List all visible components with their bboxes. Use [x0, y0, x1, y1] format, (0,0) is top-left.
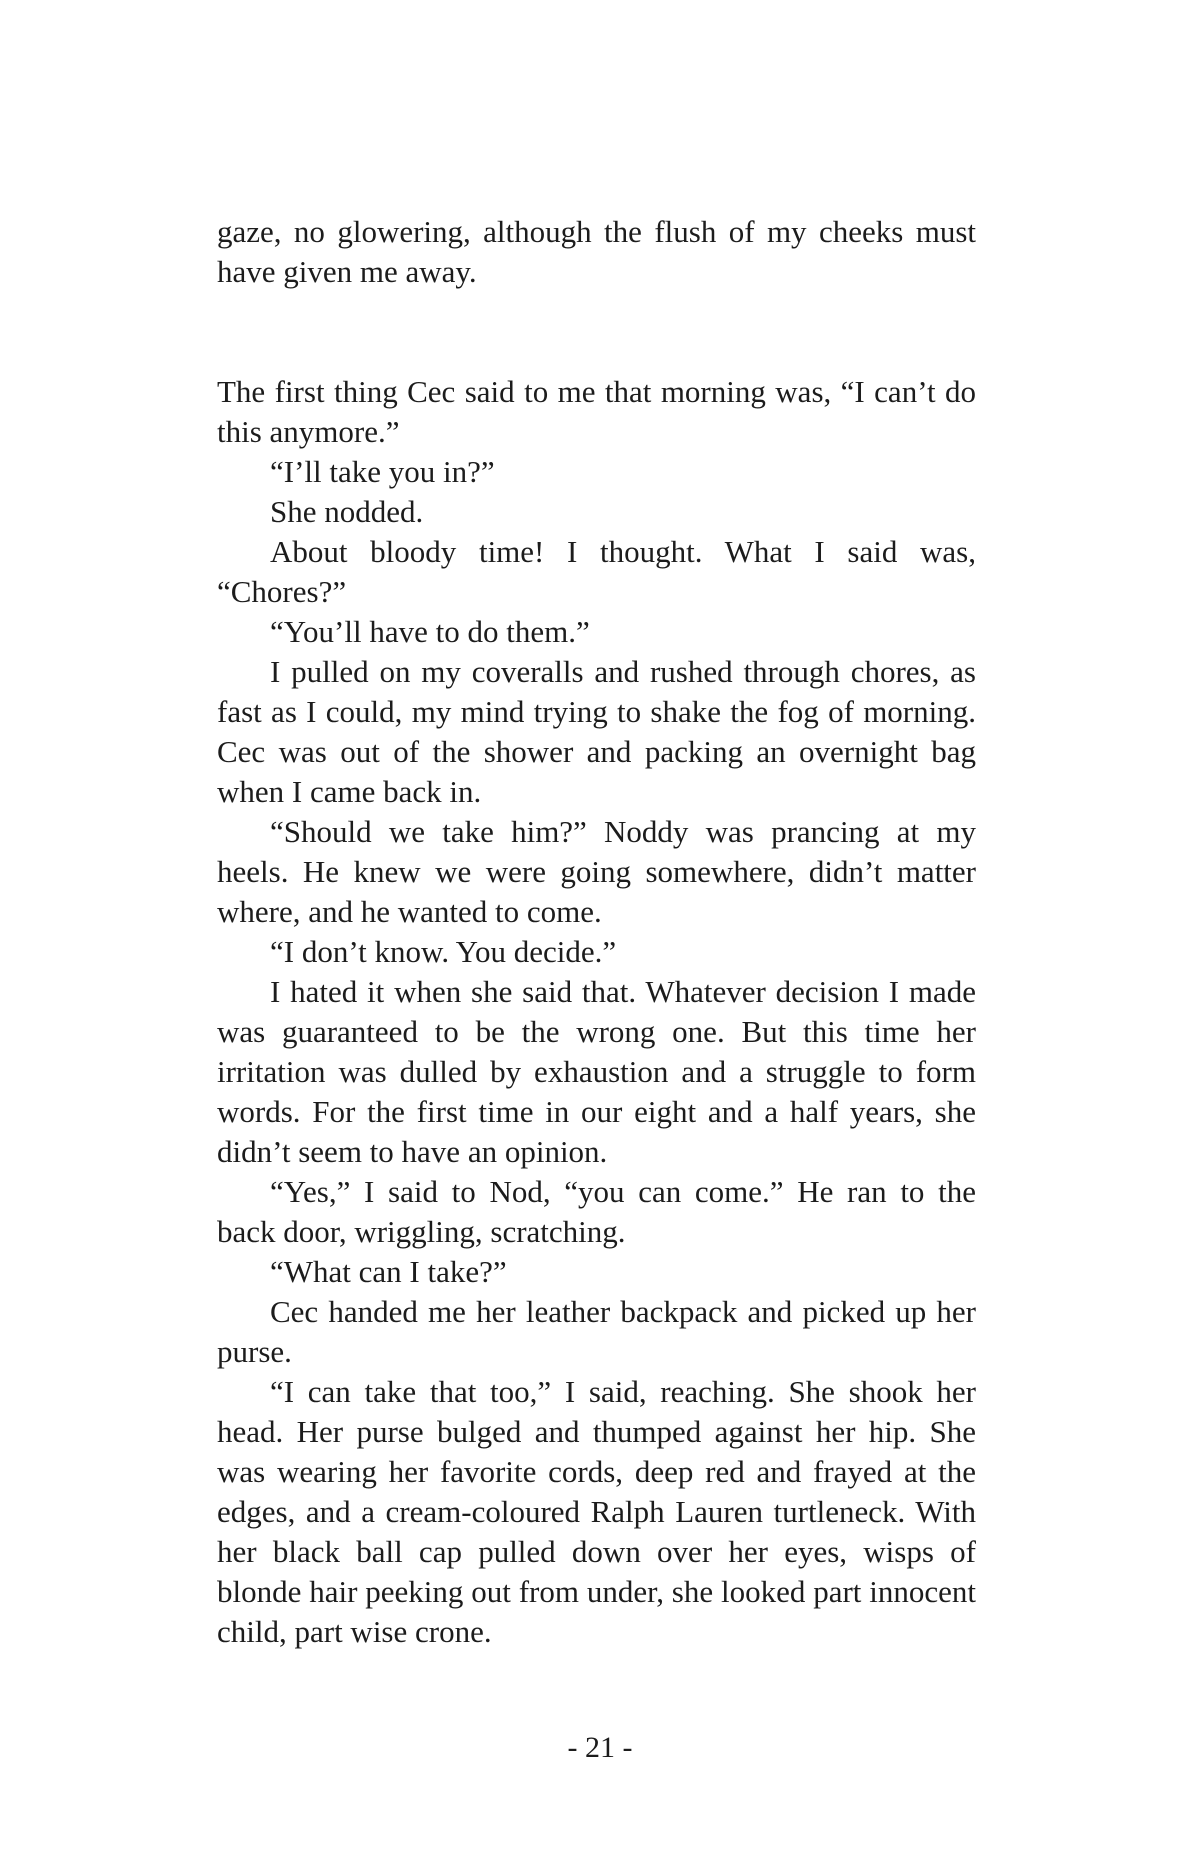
paragraph: “Yes,” I said to Nod, “you can come.” He ran to the back door, wriggling, scratching.	[217, 1174, 976, 1249]
paragraph: “I don’t know. You decide.”	[270, 934, 617, 969]
page-number: - 21 -	[567, 1731, 633, 1764]
intro-text-block	[217, 212, 976, 292]
paragraph: “What can I take?”	[270, 1254, 507, 1289]
paragraph: The first thing Cec said to me that morning was, “I can’t do this anymore.”	[217, 374, 976, 449]
paragraph: “I’ll take you in?”	[270, 454, 495, 489]
paragraph: She nodded.	[270, 494, 424, 529]
paragraph: Cec handed me her leather backpack and picked up her purse.	[217, 1294, 976, 1369]
paragraph: “You’ll have to do them.”	[270, 614, 590, 649]
paragraph: I hated it when she said that. Whatever decision I made was guaranteed to be the wrong one. But this time her irritation was dulled by exhaustion and a struggle to form words. For the first time in our eight and a half years, she didn’t seem to have an opinion.	[217, 974, 976, 1169]
intro-paragraph: gaze, no glowering, although the flush of my cheeks must have given me away.	[217, 214, 976, 289]
paragraph: I pulled on my coveralls and rushed through chores, as fast as I could, my mind trying to shake the fog of morning. Cec was out of the shower and packing an overnight bag when I came back in.	[217, 654, 976, 809]
paragraph: “I can take that too,” I said, reaching. She shook her head. Her purse bulged and thumped against her hip. She was wearing her favorite cords, deep red and frayed at the edges, and a cream-coloured Ralph Lauren turtleneck. With her black ball cap pulled down over her eyes, wisps of blonde hair peeking out from under, she looked part innocent child, part wise crone.	[217, 1374, 976, 1649]
paragraph: About bloody time! I thought. What I said was, “Chores?”	[217, 534, 976, 609]
main-text-block	[217, 372, 976, 1652]
paragraph: “Should we take him?” Noddy was prancing at my heels. He knew we were going somewhere, didn’t matter where, and he wanted to come.	[217, 814, 976, 929]
